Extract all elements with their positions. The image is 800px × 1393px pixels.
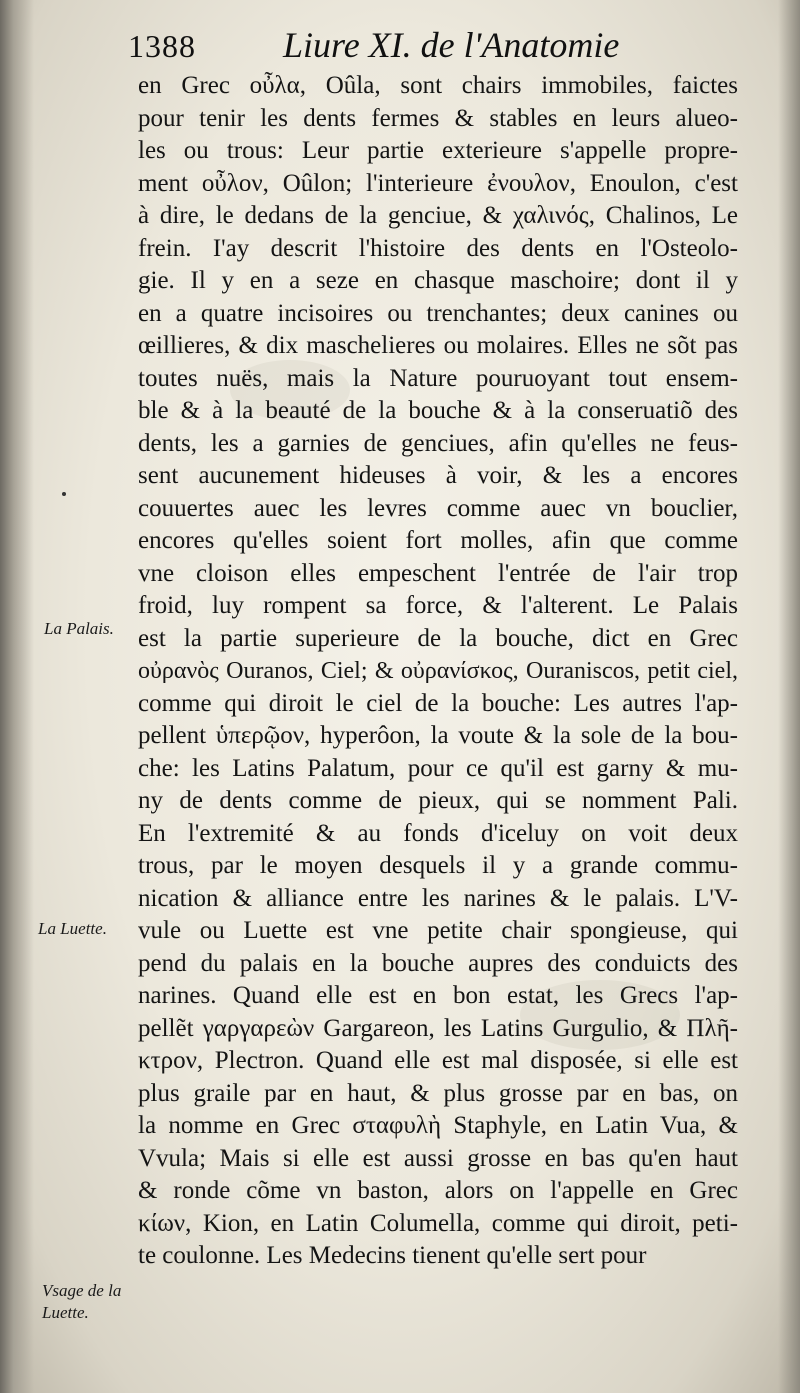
text-line: œillieres, & dix maschelieres ou molaires. Elles ne sõt pas <box>138 332 738 359</box>
text-line: ble & à la beauté de la bouche & à la conseruatiõ des <box>138 397 738 424</box>
margin-note-usage: Vsage de la Luette. <box>42 1281 122 1322</box>
text-line: la nomme en Grec σταφυλὴ Staphyle, en Latin Vua, & <box>138 1112 738 1139</box>
text-line: pellẽt γαργαρεὼν Gargareon, les Latins Gurgulio, & Πλῆ- <box>138 1014 738 1042</box>
body-text <box>138 70 738 1273</box>
text-line: dents, les a garnies de genciues, afin qu'elles ne feus- <box>138 429 738 457</box>
text-line: les ou trous: Leur partie exterieure s'appelle propre- <box>138 137 738 164</box>
margin-dot <box>62 492 66 496</box>
margin-note-palais: La Palais. <box>44 619 114 638</box>
text-line: & ronde cõme vn baston, alors on l'appelle en Grec <box>138 1177 738 1204</box>
margin-note-luette: La Luette. <box>38 919 107 938</box>
text-line: trous, par le moyen desquels il y a grande commu- <box>138 852 738 879</box>
text-line: vule ou Luette est vne petite chair spongieuse, qui <box>138 917 738 944</box>
text-line: en a quatre incisoires ou trenchantes; deux canines ou <box>138 299 738 327</box>
text-line: est la partie superieure de la bouche, dict en Grec <box>138 624 738 652</box>
text-line: pend du palais en la bouche aupres des conduicts des <box>138 949 738 977</box>
text-line: pour tenir les dents fermes & stables en leurs alueo- <box>138 104 738 132</box>
text-line: frein. I'ay descrit l'histoire des dents en l'Osteolo- <box>138 234 738 262</box>
text-line: οὐρανὸς Ouranos, Ciel; & οὐρανίσκος, Ouraniscos, petit ciel, <box>138 658 738 684</box>
text-line: narines. Quand elle est en bon estat, les Grecs l'ap- <box>138 982 738 1009</box>
text-line: ny de dents comme de pieux, qui se nomment Pali. <box>138 787 738 814</box>
text-line: plus graile par en haut, & plus grosse par en bas, on <box>138 1079 738 1107</box>
page-header <box>128 24 748 70</box>
text-line: vne cloison elles empeschent l'entrée de l'air trop <box>138 559 738 587</box>
page-edge <box>778 0 800 1393</box>
text-line: pellent ὑπερῷον, hyperôon, la voute & la sole de la bou- <box>138 722 738 749</box>
text-line: encores qu'elles soient fort molles, afin que comme <box>138 527 738 554</box>
text-line: couuertes auec les levres comme auec vn bouclier, <box>138 494 738 522</box>
text-line: en Grec οὖλα, Oûla, sont chairs immobiles, faictes <box>138 72 738 99</box>
text-line: à dire, le dedans de la genciue, & χαλινός, Chalinos, Le <box>138 202 738 229</box>
margin-notes <box>0 0 140 1393</box>
text-line: comme qui diroit le ciel de la bouche: Les autres l'ap- <box>138 689 738 717</box>
text-line: κτρον, Plectron. Quand elle est mal disposée, si elle est <box>138 1047 738 1074</box>
text-line: gie. Il y en a seze en chasque maschoire; dont il y <box>138 267 738 294</box>
text-line: Vvula; Mais si elle est aussi grosse en bas qu'en haut <box>138 1144 738 1172</box>
text-line: froid, luy rompent sa force, & l'alterent. Le Palais <box>138 592 738 619</box>
text-line: κίων, Kion, en Latin Columella, comme qui diroit, peti- <box>138 1209 738 1237</box>
text-line: ment οὖλον, Oûlon; l'interieure ἐνουλον, Enoulon, c'est <box>138 169 738 197</box>
text-line: che: les Latins Palatum, pour ce qu'il est garny & mu- <box>138 754 738 782</box>
text-line: nication & alliance entre les narines & le palais. L'V- <box>138 884 738 912</box>
running-title: Liure XI. de l'Anatomie <box>283 25 620 65</box>
page-number: 1388 <box>128 28 196 64</box>
text-line: En l'extremité & au fonds d'iceluy on voit deux <box>138 819 738 847</box>
text-line: toutes nuës, mais la Nature pouruoyant tout ensem- <box>138 364 738 392</box>
text-line: sent aucunement hideuses à voir, & les a encores <box>138 462 738 489</box>
text-line: te coulonne. Les Medecins tienent qu'elle sert pour <box>138 1242 647 1269</box>
